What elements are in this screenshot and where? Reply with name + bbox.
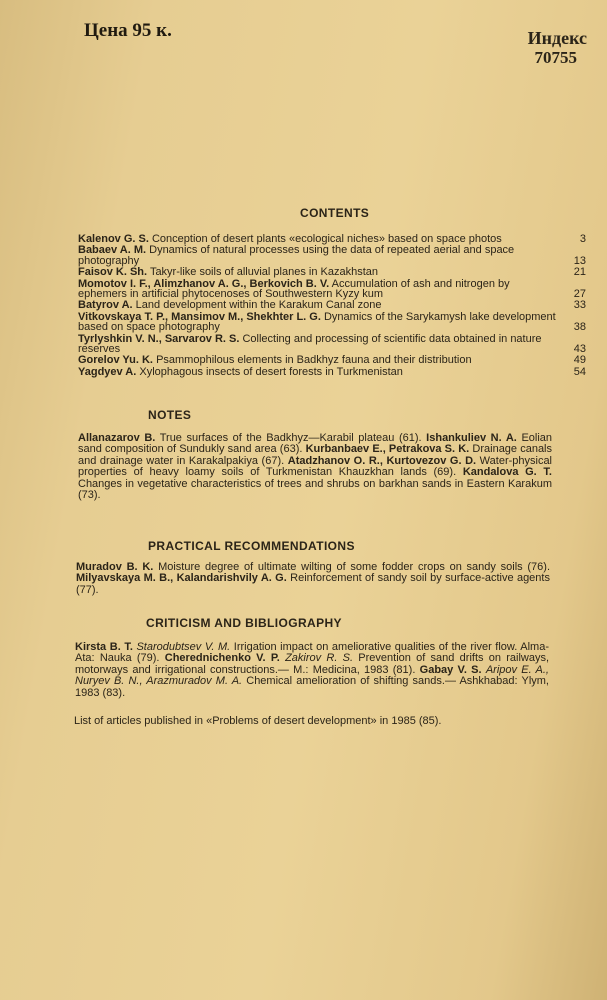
toc-entry <box>78 367 588 377</box>
toc-entry <box>78 234 588 244</box>
practical-paragraph <box>76 562 550 596</box>
practical-author: Muradov B. K. <box>76 561 154 573</box>
toc-title: Accumulation of ash and nitrogen by ephemers in artificial phytocenoses of Southwestern Kyzy kum <box>78 277 510 301</box>
criticism-heading: CRITICISM AND BIBLIOGRAPHY <box>146 616 342 630</box>
toc-author: Gorelov Yu. K. <box>78 354 153 367</box>
toc-author: Kalenov G. S. <box>78 233 149 245</box>
toc-entry <box>78 267 588 277</box>
toc-entry <box>78 245 588 266</box>
notes-author: Allanazarov B. <box>78 432 156 444</box>
criticism-author: Kirsta B. T. <box>75 641 133 653</box>
criticism-title: Prevention of sand drifts on railways, motorways and irrigational constructions.— M.: Medicina, 1983 (81). <box>75 652 550 676</box>
toc-page: 43 <box>573 343 586 356</box>
notes-title: Changes in vegetative characteristics of trees and shrubs on barkhan sands in Eastern Karakum (73). <box>78 477 552 502</box>
toc-title: Land development within the Karakum Canal zone <box>135 299 382 312</box>
criticism-book-author: Zakirov R. S. <box>285 652 354 665</box>
criticism-author: Cherednichenko V. P. <box>164 652 280 665</box>
toc-page: 27 <box>573 288 586 301</box>
notes-title: True surfaces of the Badkhyz—Karabil plateau (61). <box>159 432 422 444</box>
toc-title: Xylophagous insects of desert forests in Turkmenistan <box>139 365 403 378</box>
practical-title: Moisture degree of ultimate wilting of some fodder crops on sandy soils (76). <box>158 561 551 573</box>
toc-author: Vitkovskaya T. P., Mansimov M., Shekhter L. G. <box>78 310 321 323</box>
criticism-paragraph <box>75 642 549 699</box>
toc-entry <box>78 312 588 333</box>
notes-author: Kurbanbaev E., Petrakova S. K. <box>305 443 470 456</box>
criticism-book-author: Starodubtsev V. M. <box>136 641 231 653</box>
contents-heading: CONTENTS <box>300 206 370 220</box>
toc-author: Babaev A. M. <box>78 244 147 257</box>
index-number: 70755 <box>534 48 577 67</box>
toc-title: Collecting and processing of scientific data obtained in nature reserves <box>78 332 542 356</box>
notes-author: Kandalova G. T. <box>462 466 552 479</box>
toc-author: Momotov I. F., Alimzhanov A. G., Berkovich B. V. <box>78 277 330 290</box>
toc-entry <box>78 279 588 300</box>
toc-page: 33 <box>573 299 586 312</box>
notes-author: Ishankuliev N. A. <box>426 432 517 444</box>
toc-title: Psammophilous elements in Badkhyz fauna and their distribution <box>156 354 472 367</box>
toc-page: 13 <box>573 254 586 267</box>
list-of-articles: List of articles published in «Problems of desert development» in 1985 (85). <box>74 715 442 727</box>
toc-author: Yagdyev A. <box>78 365 137 378</box>
practical-heading: PRACTICAL RECOMMENDATIONS <box>148 539 355 553</box>
toc-page: 54 <box>573 365 586 378</box>
criticism-title: Chemical amelioration of shifting sands.— Ashkhabad: Ylym, 1983 (83). <box>75 675 549 699</box>
criticism-book-author: Aripov E. A., Nuryev B. N., Arazmuradov M. A. <box>75 663 549 688</box>
contents-list <box>78 234 588 377</box>
toc-author: Tyrlyshkin V. N., Sarvarov R. S. <box>78 332 240 345</box>
criticism-title: Irrigation impact on ameliorative qualities of the river flow. Alma-Ata: Nauka (79). <box>75 641 549 665</box>
notes-heading: NOTES <box>148 408 192 422</box>
toc-entry <box>78 355 588 365</box>
notes-title: Eolian sand composition of Sundukly sand area (63). <box>78 432 553 456</box>
notes-author: Atadzhanov O. R., Kurtovezov G. D. <box>287 454 477 467</box>
practical-author: Milyavskaya M. B., Kalandarishvily A. G. <box>76 572 287 585</box>
toc-page: 21 <box>573 266 586 279</box>
notes-title: Water-physical properties of heavy loamy soils of Turkmenistan Khauzkhan lands (69). <box>78 454 553 479</box>
practical-title: Reinforcement of sandy soil by surface-active agents (77). <box>76 572 550 596</box>
toc-title: Conception of desert plants «ecological niches» based on space photos <box>151 233 502 245</box>
toc-entry <box>78 300 588 310</box>
criticism-author: Gabay V. S. <box>419 663 482 676</box>
toc-title: Dynamics of natural processes using the data of repeated aerial and space photography <box>78 244 515 267</box>
toc-page: 38 <box>573 321 586 334</box>
toc-page: 3 <box>579 233 586 245</box>
toc-entry <box>78 334 588 355</box>
toc-title: Takyr-like soils of alluvial planes in Kazakhstan <box>149 266 378 279</box>
price-label: Цена 95 к. <box>84 20 172 41</box>
toc-author: Batyrov A. <box>78 299 133 312</box>
notes-paragraph <box>78 433 552 501</box>
index-label: Индекс <box>527 28 587 48</box>
toc-author: Faisov K. Sh. <box>78 266 148 279</box>
notes-title: Drainage canals and drainage water in Karakalpakiya (67). <box>78 443 553 467</box>
toc-page: 49 <box>573 354 586 367</box>
toc-title: Dynamics of the Sarykamysh lake development based on space photography <box>78 310 556 334</box>
